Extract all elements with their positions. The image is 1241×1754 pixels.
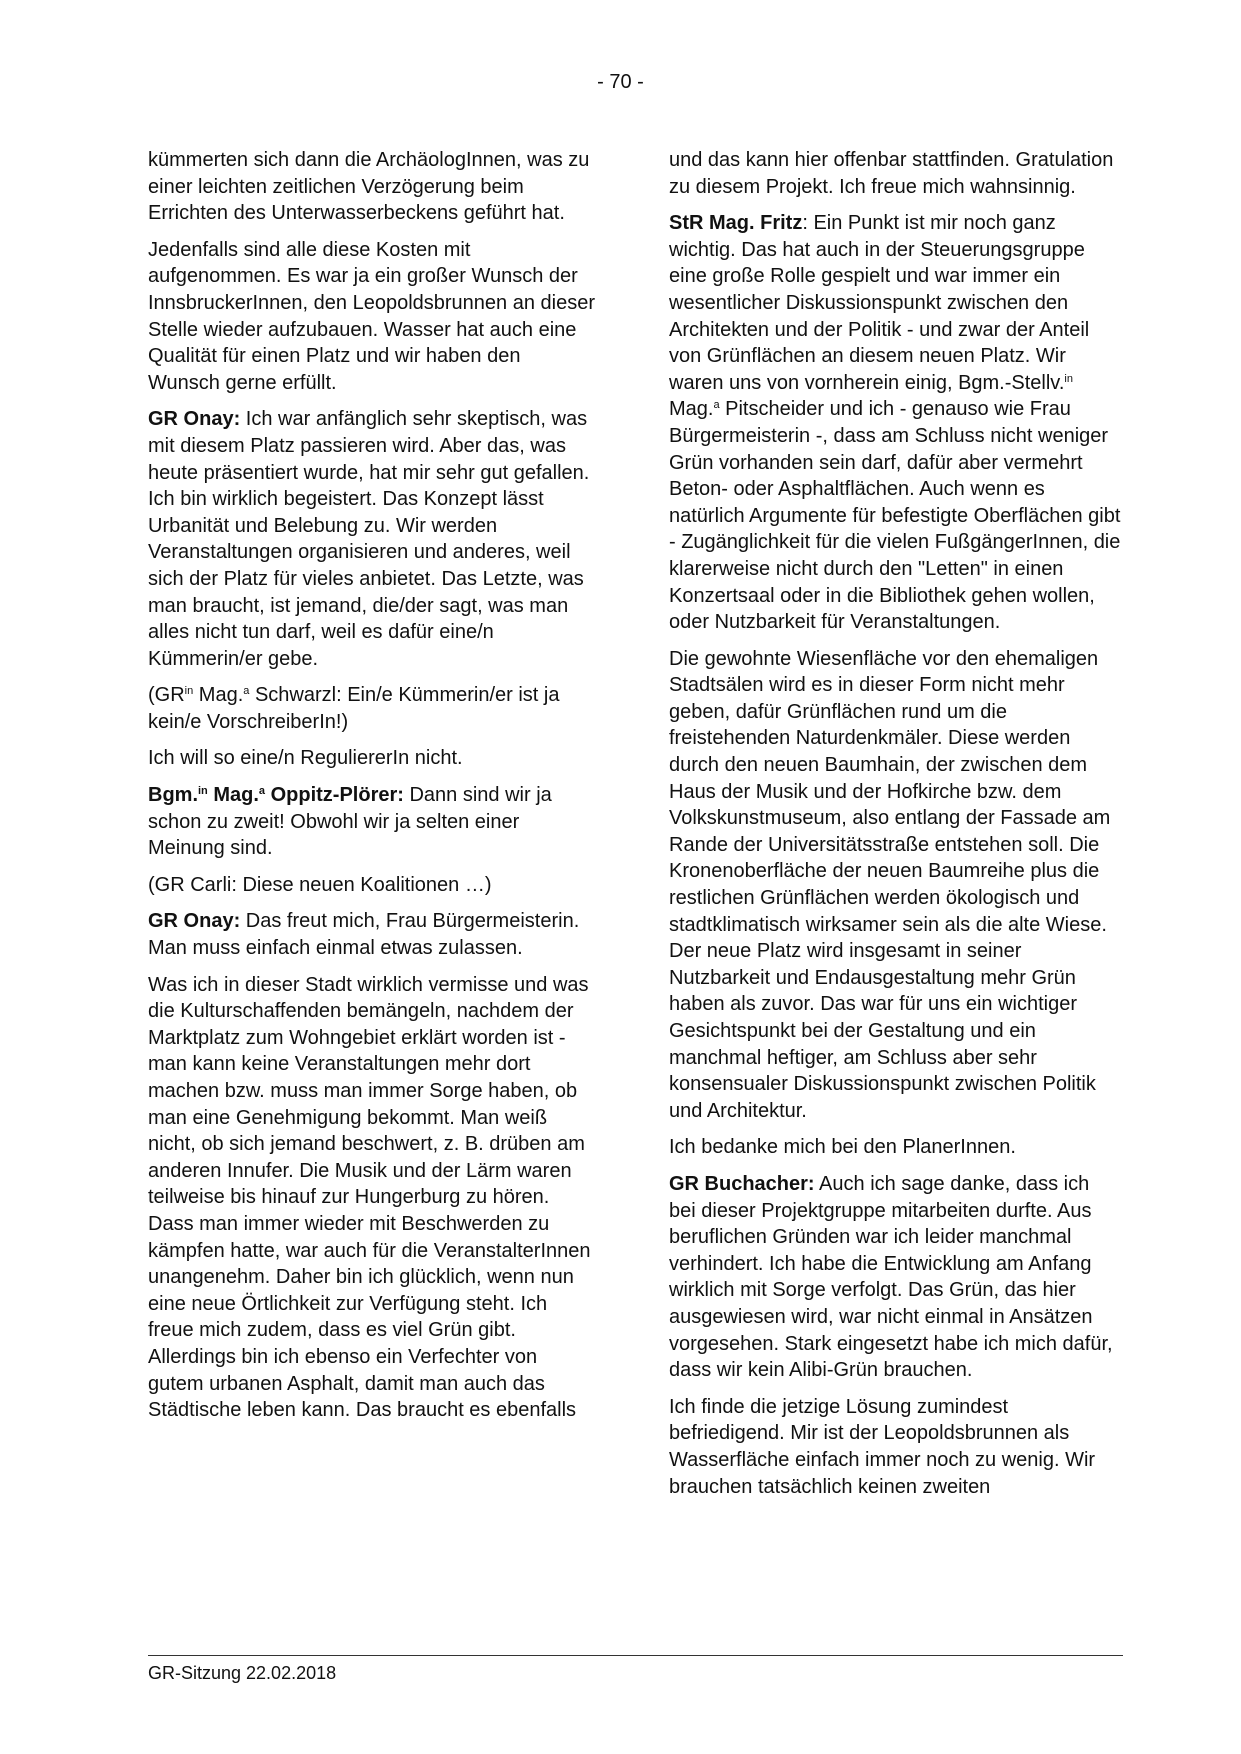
paragraph: Ich bedanke mich bei den PlanerInnen.: [669, 1136, 1016, 1159]
interjection-part: (GR: [148, 684, 185, 707]
left-column: [148, 147, 596, 1434]
paragraph: Jedenfalls sind alle diese Kosten mit aufgenommen. Es war ja ein großer Wunsch der InnsbruckerInnen, den Leopoldsbrunnen an dieser Stelle wieder aufzubauen. Wasser hat auch eine Qualität für einen Platz und wir haben den Wunsch gerne erfüllt.: [148, 238, 595, 394]
speech-text: : Ein Punkt ist mir noch ganz wichtig. Das hat auch in der Steuerungsgruppe eine große Rolle gespielt und war immer ein wesentlicher Diskussionspunkt zwischen den Architekten und der Politik - und zwar der Anteil von Grünflächen an diesem neuen Platz. Wir waren uns von vornherein einig, Bgm.-Stellv.: [669, 212, 1090, 394]
speech-paragraph: [148, 782, 596, 862]
interjection: (GR Carli: Diese neuen Koalitionen …): [148, 873, 492, 896]
speaker-name: GR Onay:: [148, 910, 241, 933]
paragraph: Ich finde die jetzige Lösung zumindest befriedigend. Mir ist der Leopoldsbrunnen als Wasserfläche einfach immer noch zu wenig. Wir brauchen tatsächlich keinen zweiten: [669, 1395, 1096, 1498]
superscript: a: [243, 685, 250, 698]
interjection: [148, 682, 596, 735]
speaker-name: GR Onay:: [148, 408, 241, 431]
interjection-part: Schwarzl: Ein/e Kümmerin/er ist ja kein/e VorschreiberIn!): [148, 684, 560, 733]
superscript: a: [713, 399, 720, 412]
superscript: a: [258, 785, 266, 798]
paragraph: Ich will so eine/n ReguliererIn nicht.: [148, 747, 463, 770]
speaker-name: GR Buchacher:: [669, 1172, 815, 1195]
paragraph: Die gewohnte Wiesenfläche vor den ehemaligen Stadtsälen wird es in dieser Form nicht mehr geben, dafür Grünflächen rund um die freistehenden Naturdenkmäler. Diese werden durch den neuen Baumhain, der zwischen dem Haus der Musik und der Hofkirche bzw. dem Volkskunstmuseum, also entlang der Fassade am Rande der Universitätsstraße entstehen soll. Die Kronenoberfläche der neuen Baumreihe plus die restlichen Grünflächen werden ökologisch und stadtklimatisch wirksamer sein als die alte Wiese. Der neue Platz wird insgesamt in seiner Nutzbarkeit und Endausgestaltung mehr Grün haben als zuvor. Das war für uns ein wichtiger Gesichtspunkt bei der Gestaltung und ein manchmal heftiger, am Schluss aber sehr konsensualer Diskussionspunkt zwischen Politik und Architektur.: [669, 647, 1111, 1122]
speech-text: Mag.: [669, 398, 714, 421]
paragraph: kümmerten sich dann die ArchäologInnen, was zu einer leichten zeitlichen Verzögerung beim Errichten des Unterwasserbeckens geführt hat.: [148, 149, 590, 225]
speech-text: Das freut mich, Frau Bürgermeisterin. Man muss einfach einmal etwas zulassen.: [148, 910, 580, 960]
speech-paragraph: [148, 406, 596, 672]
superscript: in: [184, 685, 194, 698]
speech-text: Dann sind wir ja schon zu zweit! Obwohl wir ja selten einer Meinung sind.: [148, 784, 552, 860]
speech-text: Ich war anfänglich sehr skeptisch, was mit diesem Platz passieren wird. Aber das, was heute präsentiert wurde, hat mir sehr gut gefallen. Ich bin wirklich begeistert. Das Konzept lässt Urbanität und Belebung zu. Wir werden Veranstaltungen organisieren und anderes, weil sich der Platz für vieles anbietet. Das Letzte, was man braucht, ist jemand, die/der sagt, was man alles nicht tun darf, weil es dafür eine/n Kümmerin/er gebe.: [148, 408, 590, 670]
speech-paragraph: [148, 908, 596, 961]
speaker-part: Oppitz-Plörer:: [265, 784, 404, 807]
superscript: in: [1064, 372, 1073, 385]
right-column: [669, 147, 1121, 1510]
footer-divider: [148, 1655, 1123, 1656]
speech-text: Auch ich sage danke, dass ich bei dieser Projektgruppe mitarbeiten durfte. Aus beruflichen Gründen war ich leider manchmal verhindert. Ich habe die Entwicklung am Anfang wirklich mit Sorge verfolgt. Das Grün, das hier ausgewiesen wird, war nicht einmal in Ansätzen vorgesehen. Stark eingesetzt habe ich mich dafür, dass wir kein Alibi-Grün brauchen.: [669, 1172, 1113, 1382]
speaker-name: [148, 784, 404, 806]
speech-text: Pitscheider und ich - genauso wie Frau Bürgermeisterin -, dass am Schluss nicht weniger Grün vorhanden sein darf, dafür aber vermehrt Beton- oder Asphaltflächen. Auch wenn es natürlich Argumente für befestigte Oberflächen gibt - Zugänglichkeit für die vielen FußgängerInnen, die klarerweise nicht durch den "Letten" in einen Konzertsaal oder in die Bibliothek gehen wollen, oder Nutzbarkeit für Veranstaltungen.: [669, 398, 1121, 634]
page-number: - 70 -: [597, 71, 644, 93]
speech-paragraph: [669, 1171, 1121, 1384]
paragraph: und das kann hier offenbar stattfinden. Gratulation zu diesem Projekt. Ich freue mich wahnsinnig.: [669, 149, 1114, 198]
speaker-part: Bgm.: [148, 784, 198, 807]
speaker-name: StR Mag. Fritz: [669, 212, 803, 235]
footer-session-date: GR-Sitzung 22.02.2018: [148, 1663, 337, 1683]
speaker-part: Mag.: [207, 784, 259, 807]
paragraph: Was ich in dieser Stadt wirklich vermisse und was die Kulturschaffenden bemängeln, nachdem der Marktplatz zum Wohngebiet erklärt worden ist - man kann keine Veranstaltungen mehr dort machen bzw. muss man immer Sorge haben, ob man eine Genehmigung bekommt. Man weiß nicht, ob sich jemand beschwert, z. B. drüben am anderen Innufer. Die Musik und der Lärm waren teilweise bis hinauf zur Hungerburg zu hören. Dass man immer wieder mit Beschwerden zu kämpfen hatte, war auch für die VeranstalterInnen unangenehm. Daher bin ich glücklich, wenn nun eine neue Örtlichkeit zur Verfügung steht. Ich freue mich zudem, dass es viel Grün gibt. Allerdings bin ich ebenso ein Verfechter von gutem urbanen Asphalt, damit man auch das Städtische leben kann. Das braucht es ebenfalls: [148, 973, 591, 1422]
speech-paragraph: [669, 210, 1121, 636]
superscript: in: [198, 785, 208, 798]
interjection-part: Mag.: [193, 684, 244, 707]
